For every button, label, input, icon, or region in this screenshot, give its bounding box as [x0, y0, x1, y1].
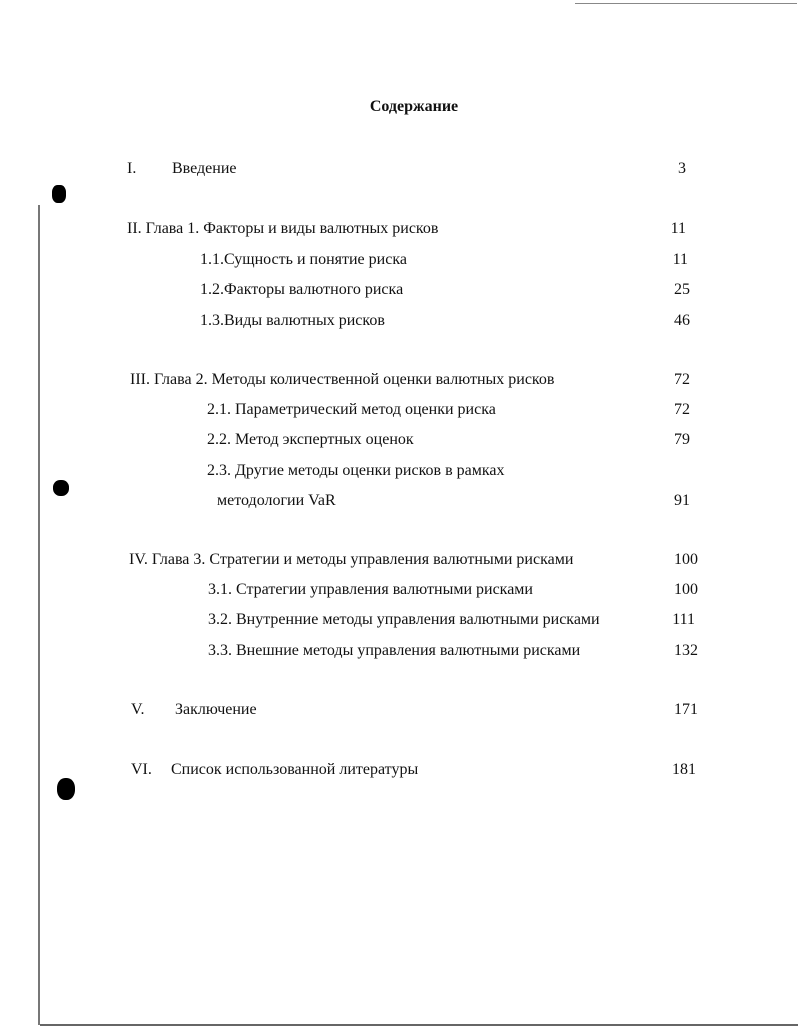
- toc-section-label: 3.2. Внутренние методы управления валютными рисками: [208, 611, 600, 628]
- toc-entry-page: 11: [670, 220, 686, 237]
- punch-hole-mark-3: [57, 778, 75, 800]
- toc-section-label: 2.2. Метод экспертных оценок: [207, 431, 414, 448]
- toc-chapter-label: III. Глава 2. Методы количественной оценки валютных рисков: [130, 371, 555, 388]
- toc-section-label: 2.3. Другие методы оценки рисков в рамках: [207, 462, 505, 479]
- toc-entry-page: 25: [674, 281, 690, 298]
- toc-entry-page: 72: [674, 371, 690, 388]
- toc-entry-page: 79: [674, 431, 690, 448]
- toc-entry-number: V.: [131, 701, 145, 718]
- toc-entry-page: 72: [674, 401, 690, 418]
- toc-entry-page: 91: [674, 492, 690, 509]
- toc-entry-page: 132: [674, 642, 698, 659]
- toc-section-label: 3.3. Внешние методы управления валютными рисками: [208, 642, 581, 659]
- scan-edge-line-left: [38, 205, 40, 1025]
- toc-entry-number: VI.: [131, 761, 152, 778]
- toc-section-label: 3.1. Стратегии управления валютными рисками: [208, 581, 533, 598]
- toc-section-label: 1.1.Сущность и понятие риска: [200, 251, 407, 268]
- toc-section-label: 1.2.Факторы валютного риска: [200, 281, 404, 298]
- toc-section-label: 2.1. Параметрический метод оценки риска: [207, 401, 496, 418]
- toc-entry-page: 100: [674, 581, 698, 598]
- toc-entry-page: 3: [678, 160, 686, 177]
- toc-entry-label: Список использованной литературы: [171, 761, 419, 778]
- scan-edge-line-top: [575, 3, 797, 4]
- toc-chapter-label: II. Глава 1. Факторы и виды валютных рисков: [127, 220, 439, 237]
- toc-entry-label: Заключение: [175, 701, 257, 718]
- punch-hole-mark-2: [53, 480, 69, 496]
- toc-entry-label: Введение: [172, 160, 237, 177]
- toc-entry-number: I.: [127, 160, 137, 177]
- toc-section-label: 1.3.Виды валютных рисков: [200, 312, 385, 329]
- toc-section-label-continued: методологии VaR: [217, 492, 336, 509]
- punch-hole-mark-1: [52, 185, 66, 203]
- scan-edge-line-bottom: [40, 1024, 798, 1026]
- toc-entry-page: 11: [672, 251, 688, 268]
- toc-entry-page: 46: [674, 312, 690, 329]
- toc-chapter-label: IV. Глава 3. Стратегии и методы управления валютными рисками: [129, 551, 574, 568]
- toc-entry-page: 100: [674, 551, 698, 568]
- page-title: Содержание: [369, 98, 459, 115]
- toc-entry-page: 111: [672, 611, 695, 628]
- toc-entry-page: 171: [674, 701, 698, 718]
- toc-entry-page: 181: [672, 761, 696, 778]
